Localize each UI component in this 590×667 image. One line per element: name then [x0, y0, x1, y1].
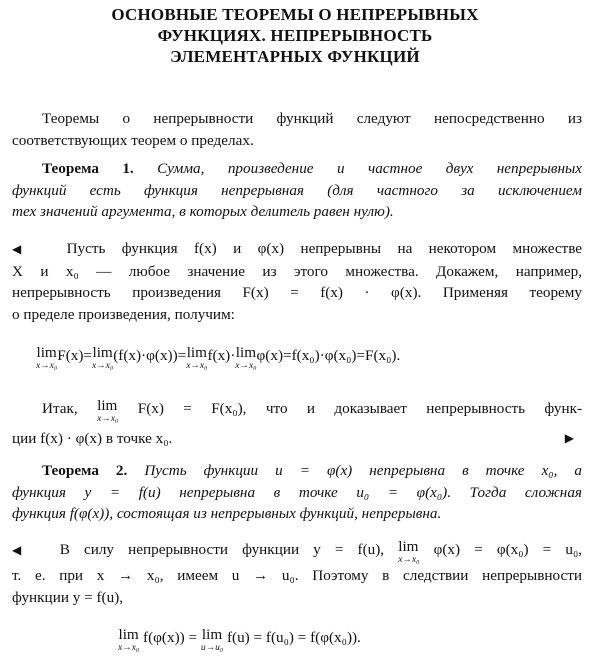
- proof-2-line-1: ◀ В силу непрерывности функции y = f(u), lim x→x₀ φ(x) = φ(x₀) = u₀,: [12, 538, 583, 565]
- section-heading: [60, 4, 530, 67]
- theorem-2-text-1: Пусть функции u = φ(x) непрерывна в точке x₀, а: [144, 462, 582, 479]
- intro-line-1: Теоремы о непрерывности функций следуют непосредственно из: [42, 110, 582, 127]
- formula-part-1: F(x)=: [57, 347, 92, 364]
- proof-1-conclusion: [12, 398, 582, 450]
- proof-start-marker: ◀: [12, 242, 34, 256]
- proof-2-line-2: т. е. при x → x₀, имеем u → u₀. Поэтому в следствии непрерывности: [12, 567, 582, 584]
- formula-part-3: f(x)·: [207, 347, 236, 364]
- proof-end-marker: ▶: [564, 431, 574, 445]
- proof-1-line-1: [12, 238, 582, 261]
- proof-start-marker: ◀: [12, 543, 32, 557]
- theorem-2-label: Теорема 2.: [42, 462, 128, 479]
- conclusion-line-1: Итак, lim x→x₀ F(x) = F(x₀), что и доказывает непрерывность функ-: [42, 397, 583, 424]
- limit-operator: lim x→x₀: [36, 344, 58, 371]
- theorem-2-line-2: функция y = f(u) непрерывна в точке u₀ = φ(x₀). Тогда сложная: [12, 483, 582, 501]
- proof-1-line-2: X и x₀ — любое значение из этого множества. Докажем, например,: [12, 262, 582, 280]
- intro-line-2: соответствующих теорем о пределах.: [12, 131, 254, 149]
- limit-operator: lim x→x₀: [398, 538, 420, 565]
- heading-line-3: ЭЛЕМЕНТАРНЫХ ФУНКЦИЙ: [170, 47, 420, 66]
- limit-operator: lim x→x₀: [235, 344, 257, 371]
- composition-limit-formula: lim x→x₀ f(φ(x)) = lim u→u₀ f(u) = f(u₀) = f(φ(x₀)).: [118, 626, 361, 653]
- limit-operator: lim x→x₀: [118, 626, 140, 653]
- proof-2: [12, 539, 582, 608]
- proof-1: [12, 238, 582, 325]
- proof-2-line-3: функции y = f(u),: [12, 588, 124, 606]
- theorem-1-line-2: функций есть функция непрерывная (для частного за исключением: [12, 181, 582, 199]
- proof-1-text-1: Пусть функция f(x) и φ(x) непрерывны на некотором множестве: [66, 240, 583, 257]
- conclusion-line-2: ции f(x) · φ(x) в точке x₀. ▶: [12, 428, 582, 450]
- limit-operator: lim x→x₀: [97, 397, 119, 424]
- limit-operator: lim u→u₀: [200, 626, 224, 653]
- theorem-1-line-1: [12, 158, 582, 180]
- proof-1-line-4: о пределе произведения, получим:: [12, 305, 235, 323]
- proof-1-line-3: непрерывность произведения F(x) = f(x) · φ(x). Применяя теорему: [12, 284, 582, 301]
- theorem-2: [12, 460, 582, 525]
- product-limit-formula: [36, 345, 400, 371]
- limit-operator: lim x→x₀: [186, 344, 208, 371]
- formula-part-2: (f(x)·φ(x))=: [113, 347, 187, 364]
- theorem-2-line-3: функция f(φ(x)), состоящая из непрерывных функций, непрерывна.: [12, 505, 442, 522]
- heading-line-2: ФУНКЦИЯХ. НЕПРЕРЫВНОСТЬ: [157, 26, 433, 45]
- heading-line-1: ОСНОВНЫЕ ТЕОРЕМЫ О НЕПРЕРЫВНЫХ: [111, 5, 479, 24]
- theorem-1-text-1: Сумма, произведение и частное двух непрерывных: [157, 160, 582, 177]
- limit-operator: lim x→x₀: [91, 344, 114, 371]
- theorem-1-label: Теорема 1.: [42, 160, 134, 177]
- intro-paragraph: [12, 108, 582, 151]
- theorem-2-line-1: [12, 460, 582, 482]
- theorem-1-line-3: тех значений аргумента, в которых делитель равен нулю).: [12, 203, 394, 220]
- theorem-1: [12, 158, 582, 223]
- formula-part-4: φ(x)=f(x₀)·φ(x₀)=F(x₀).: [256, 347, 401, 364]
